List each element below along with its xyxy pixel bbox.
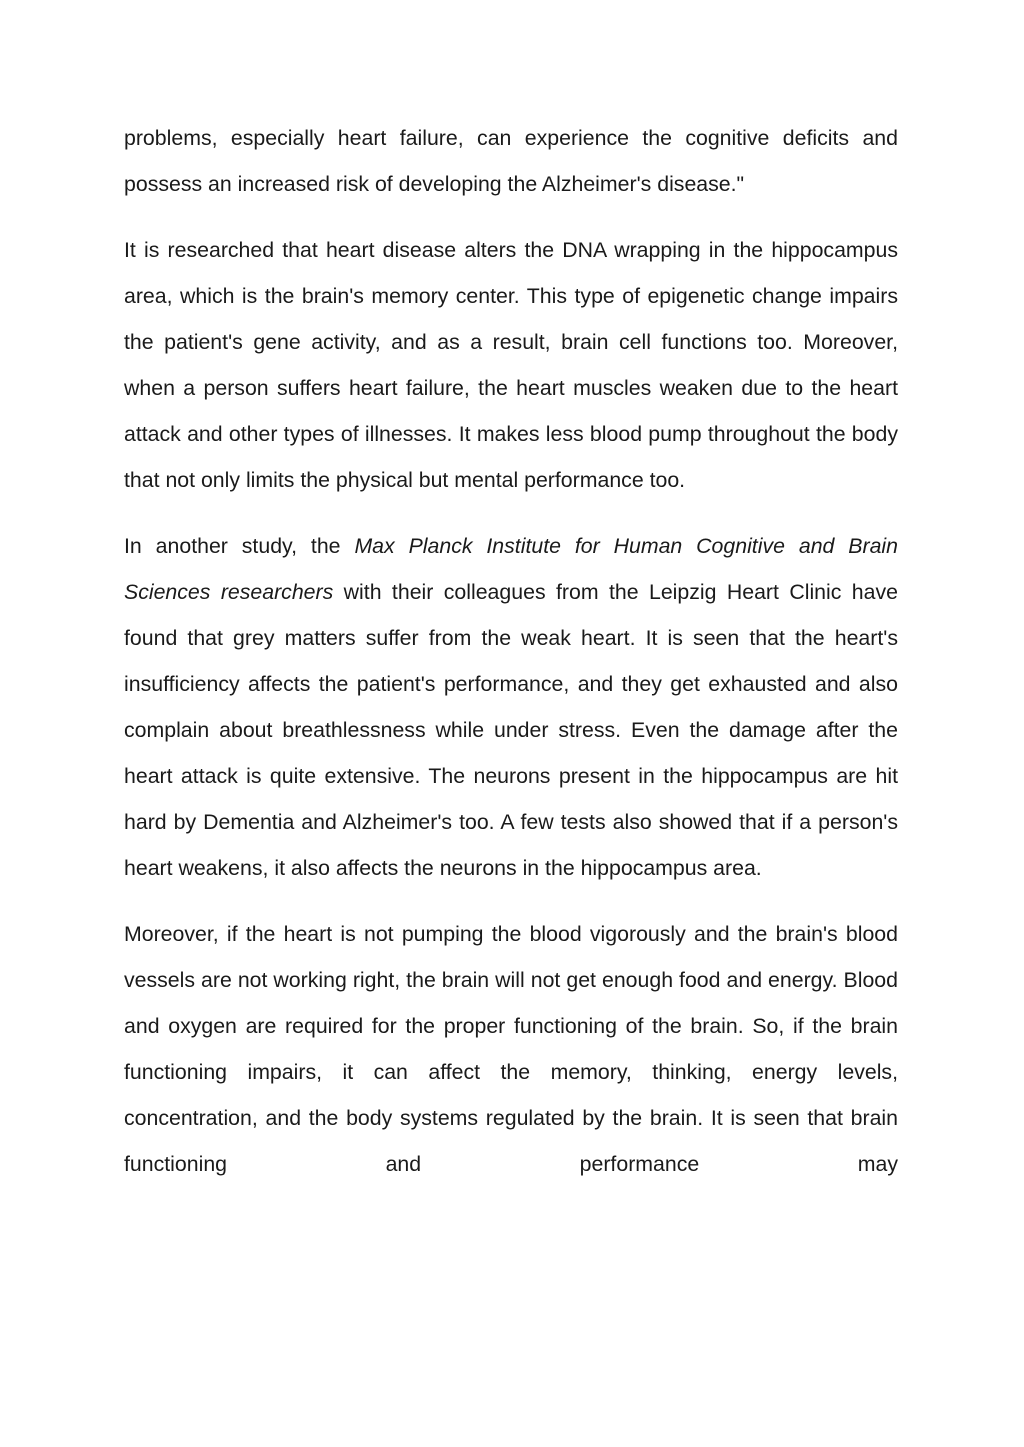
paragraph-1: problems, especially heart failure, can experience the cognitive deficits and possess an increased risk of developing the Alzheimer's disease." bbox=[124, 126, 898, 196]
paragraph-2: It is researched that heart disease alters the DNA wrapping in the hippocampus area, which is the brain's memory center. This type of epigenetic change impairs the patient's gene activity, and as a result, brain cell functions too. Moreover, when a person suffers heart failure, the heart muscles weaken due to the heart attack and other types of illnesses. It makes less blood pump throughout the body that not only limits the physical but mental performance too. bbox=[124, 238, 898, 492]
paragraph-3-rest: with their colleagues from the Leipzig Heart Clinic have found that grey matters suffer from the weak heart. It is seen that the heart's insufficiency affects the patient's performance, and they get exhausted and also complain about breathlessness while under stress. Even the damage after the heart attack is quite extensive. The neurons present in the hippocampus are hit hard by Dementia and Alzheimer's too. A few tests also showed that if a person's heart weakens, it also affects the neurons in the hippocampus area. bbox=[124, 580, 898, 880]
document-body bbox=[124, 116, 898, 1208]
paragraph-3-intro: In another study, the bbox=[124, 534, 355, 559]
institute-name-italic: Max Planck Institute for Human Cognitive and Brain Sciences researchers bbox=[124, 534, 898, 605]
paragraph-3 bbox=[124, 524, 898, 891]
paragraph-4: Moreover, if the heart is not pumping the blood vigorously and the brain's blood vessels are not working right, the brain will not get enough food and energy. Blood and oxygen are required for the proper functioning of the brain. So, if the brain functioning impairs, it can affect the memory, thinking, energy levels, concentration, and the body systems regulated by the brain. It is seen that brain functioning and performance may bbox=[124, 922, 898, 1176]
